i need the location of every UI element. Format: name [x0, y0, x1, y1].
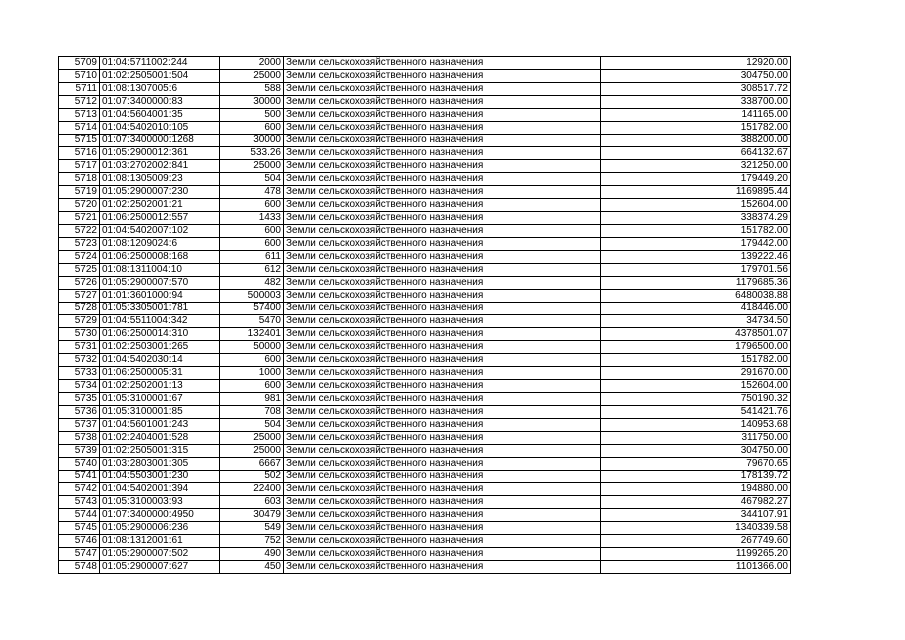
row-number-cell: 5726 — [59, 276, 100, 289]
cadastral-number-cell: 01:07:3400000:1268 — [100, 134, 220, 147]
table-row — [59, 134, 791, 147]
land-category-cell: Земли сельскохозяйственного назначения — [284, 134, 601, 147]
row-number-cell: 5713 — [59, 108, 100, 121]
row-number-cell: 5723 — [59, 237, 100, 250]
area-cell: 600 — [220, 121, 284, 134]
land-category-cell: Земли сельскохозяйственного назначения — [284, 121, 601, 134]
land-category-cell: Земли сельскохозяйственного назначения — [284, 380, 601, 393]
table-row — [59, 392, 791, 405]
row-number-cell: 5745 — [59, 522, 100, 535]
row-number-cell: 5748 — [59, 560, 100, 573]
table-row — [59, 237, 791, 250]
row-number-cell: 5720 — [59, 199, 100, 212]
land-category-cell: Земли сельскохозяйственного назначения — [284, 535, 601, 548]
area-cell: 533.26 — [220, 147, 284, 160]
table-row — [59, 341, 791, 354]
cadastral-number-cell: 01:06:2500014:310 — [100, 328, 220, 341]
cadastral-value-cell: 388200.00 — [601, 134, 791, 147]
cadastral-value-cell: 1169895.44 — [601, 186, 791, 199]
cadastral-number-cell: 01:06:2500012:557 — [100, 212, 220, 225]
area-cell: 500003 — [220, 289, 284, 302]
cadastral-value-cell: 6480038.88 — [601, 289, 791, 302]
cadastral-number-cell: 01:03:2803001:305 — [100, 457, 220, 470]
cadastral-number-cell: 01:08:1209024:6 — [100, 237, 220, 250]
area-cell: 600 — [220, 199, 284, 212]
table-row — [59, 186, 791, 199]
table-row — [59, 522, 791, 535]
cadastral-value-cell: 194880.00 — [601, 483, 791, 496]
cadastral-value-cell: 152604.00 — [601, 380, 791, 393]
cadastral-number-cell: 01:08:1305009:23 — [100, 173, 220, 186]
land-category-cell: Земли сельскохозяйственного назначения — [284, 212, 601, 225]
cadastral-value-cell: 750190.32 — [601, 392, 791, 405]
land-category-cell: Земли сельскохозяйственного назначения — [284, 263, 601, 276]
cadastral-value-cell: 321250.00 — [601, 160, 791, 173]
table-row — [59, 263, 791, 276]
area-cell: 57400 — [220, 302, 284, 315]
land-category-cell: Земли сельскохозяйственного назначения — [284, 186, 601, 199]
land-category-cell: Земли сельскохозяйственного назначения — [284, 509, 601, 522]
cadastral-value-cell: 1199265.20 — [601, 548, 791, 561]
table-row — [59, 315, 791, 328]
cadastral-value-cell: 152604.00 — [601, 199, 791, 212]
table-row — [59, 457, 791, 470]
row-number-cell: 5741 — [59, 470, 100, 483]
land-category-cell: Земли сельскохозяйственного назначения — [284, 199, 601, 212]
land-category-cell: Земли сельскохозяйственного назначения — [284, 302, 601, 315]
area-cell: 549 — [220, 522, 284, 535]
land-category-cell: Земли сельскохозяйственного назначения — [284, 431, 601, 444]
row-number-cell: 5716 — [59, 147, 100, 160]
row-number-cell: 5740 — [59, 457, 100, 470]
table-row — [59, 224, 791, 237]
row-number-cell: 5735 — [59, 392, 100, 405]
area-cell: 588 — [220, 82, 284, 95]
row-number-cell: 5709 — [59, 57, 100, 70]
cadastral-value-cell: 140953.68 — [601, 418, 791, 431]
land-category-cell: Земли сельскохозяйственного назначения — [284, 444, 601, 457]
cadastral-value-cell: 304750.00 — [601, 69, 791, 82]
table-row — [59, 470, 791, 483]
land-category-cell: Земли сельскохозяйственного назначения — [284, 560, 601, 573]
row-number-cell: 5725 — [59, 263, 100, 276]
cadastral-number-cell: 01:02:2503001:265 — [100, 341, 220, 354]
cadastral-value-cell: 541421.76 — [601, 405, 791, 418]
table-row — [59, 509, 791, 522]
area-cell: 600 — [220, 380, 284, 393]
row-number-cell: 5731 — [59, 341, 100, 354]
cadastral-number-cell: 01:05:2900007:502 — [100, 548, 220, 561]
area-cell: 5470 — [220, 315, 284, 328]
table-row — [59, 69, 791, 82]
cadastral-number-cell: 01:05:2900007:570 — [100, 276, 220, 289]
land-category-cell: Земли сельскохозяйственного назначения — [284, 173, 601, 186]
area-cell: 22400 — [220, 483, 284, 496]
cadastral-number-cell: 01:07:3400000:4950 — [100, 509, 220, 522]
land-category-cell: Земли сельскохозяйственного назначения — [284, 224, 601, 237]
cadastral-number-cell: 01:05:2900006:236 — [100, 522, 220, 535]
land-category-cell: Земли сельскохозяйственного назначения — [284, 354, 601, 367]
cadastral-number-cell: 01:02:2404001:528 — [100, 431, 220, 444]
table-row — [59, 173, 791, 186]
land-category-cell: Земли сельскохозяйственного назначения — [284, 341, 601, 354]
cadastral-value-cell: 1796500.00 — [601, 341, 791, 354]
table-row — [59, 483, 791, 496]
area-cell: 600 — [220, 237, 284, 250]
row-number-cell: 5727 — [59, 289, 100, 302]
table-row — [59, 199, 791, 212]
cadastral-number-cell: 01:05:3100001:85 — [100, 405, 220, 418]
cadastral-number-cell: 01:06:2500005:31 — [100, 367, 220, 380]
table-row — [59, 405, 791, 418]
row-number-cell: 5742 — [59, 483, 100, 496]
land-category-cell: Земли сельскохозяйственного назначения — [284, 457, 601, 470]
land-category-cell: Земли сельскохозяйственного назначения — [284, 496, 601, 509]
row-number-cell: 5712 — [59, 95, 100, 108]
cadastral-number-cell: 01:04:5604001:35 — [100, 108, 220, 121]
cadastral-value-cell: 179449.20 — [601, 173, 791, 186]
table-row — [59, 302, 791, 315]
cadastral-value-cell: 12920.00 — [601, 57, 791, 70]
area-cell: 25000 — [220, 431, 284, 444]
cadastral-value-cell: 79670.65 — [601, 457, 791, 470]
row-number-cell: 5711 — [59, 82, 100, 95]
row-number-cell: 5734 — [59, 380, 100, 393]
cadastral-number-cell: 01:04:5601001:243 — [100, 418, 220, 431]
row-number-cell: 5746 — [59, 535, 100, 548]
land-category-cell: Земли сельскохозяйственного назначения — [284, 237, 601, 250]
area-cell: 1000 — [220, 367, 284, 380]
land-parcel-table — [58, 56, 791, 574]
land-category-cell: Земли сельскохозяйственного назначения — [284, 548, 601, 561]
land-category-cell: Земли сельскохозяйственного назначения — [284, 57, 601, 70]
land-category-cell: Земли сельскохозяйственного назначения — [284, 250, 601, 263]
land-category-cell: Земли сельскохозяйственного назначения — [284, 147, 601, 160]
row-number-cell: 5719 — [59, 186, 100, 199]
area-cell: 504 — [220, 173, 284, 186]
cadastral-number-cell: 01:08:1311004:10 — [100, 263, 220, 276]
cadastral-value-cell: 267749.60 — [601, 535, 791, 548]
land-category-cell: Земли сельскохозяйственного назначения — [284, 470, 601, 483]
cadastral-number-cell: 01:02:2505001:315 — [100, 444, 220, 457]
cadastral-value-cell: 139222.46 — [601, 250, 791, 263]
cadastral-value-cell: 338374.29 — [601, 212, 791, 225]
row-number-cell: 5728 — [59, 302, 100, 315]
row-number-cell: 5730 — [59, 328, 100, 341]
land-category-cell: Земли сельскохозяйственного назначения — [284, 69, 601, 82]
cadastral-value-cell: 1101366.00 — [601, 560, 791, 573]
cadastral-value-cell: 418446.00 — [601, 302, 791, 315]
area-cell: 1433 — [220, 212, 284, 225]
row-number-cell: 5715 — [59, 134, 100, 147]
land-category-cell: Земли сельскохозяйственного назначения — [284, 405, 601, 418]
table-row — [59, 418, 791, 431]
row-number-cell: 5729 — [59, 315, 100, 328]
cadastral-number-cell: 01:05:3100001:67 — [100, 392, 220, 405]
table-row — [59, 108, 791, 121]
row-number-cell: 5717 — [59, 160, 100, 173]
area-cell: 490 — [220, 548, 284, 561]
cadastral-value-cell: 34734.50 — [601, 315, 791, 328]
area-cell: 25000 — [220, 160, 284, 173]
area-cell: 611 — [220, 250, 284, 263]
land-category-cell: Земли сельскохозяйственного назначения — [284, 522, 601, 535]
cadastral-value-cell: 179442.00 — [601, 237, 791, 250]
row-number-cell: 5744 — [59, 509, 100, 522]
table-row — [59, 276, 791, 289]
area-cell: 6667 — [220, 457, 284, 470]
cadastral-value-cell: 1179685.36 — [601, 276, 791, 289]
area-cell: 708 — [220, 405, 284, 418]
cadastral-value-cell: 344107.91 — [601, 509, 791, 522]
cadastral-number-cell: 01:04:5402007:102 — [100, 224, 220, 237]
cadastral-number-cell: 01:01:3601000:94 — [100, 289, 220, 302]
cadastral-number-cell: 01:02:2505001:504 — [100, 69, 220, 82]
table-row — [59, 82, 791, 95]
table-row — [59, 444, 791, 457]
land-category-cell: Земли сельскохозяйственного назначения — [284, 95, 601, 108]
area-cell: 504 — [220, 418, 284, 431]
area-cell: 50000 — [220, 341, 284, 354]
area-cell: 2000 — [220, 57, 284, 70]
table-row — [59, 57, 791, 70]
cadastral-value-cell: 151782.00 — [601, 121, 791, 134]
area-cell: 25000 — [220, 69, 284, 82]
table-row — [59, 328, 791, 341]
area-cell: 612 — [220, 263, 284, 276]
row-number-cell: 5721 — [59, 212, 100, 225]
row-number-cell: 5733 — [59, 367, 100, 380]
table-row — [59, 548, 791, 561]
cadastral-value-cell: 1340339.58 — [601, 522, 791, 535]
row-number-cell: 5722 — [59, 224, 100, 237]
row-number-cell: 5710 — [59, 69, 100, 82]
area-cell: 752 — [220, 535, 284, 548]
cadastral-number-cell: 01:04:5402010:105 — [100, 121, 220, 134]
area-cell: 132401 — [220, 328, 284, 341]
cadastral-value-cell: 338700.00 — [601, 95, 791, 108]
table-row — [59, 496, 791, 509]
row-number-cell: 5724 — [59, 250, 100, 263]
table-row — [59, 431, 791, 444]
table-row — [59, 289, 791, 302]
cadastral-number-cell: 01:05:3100003:93 — [100, 496, 220, 509]
cadastral-value-cell: 308517.72 — [601, 82, 791, 95]
cadastral-value-cell: 141165.00 — [601, 108, 791, 121]
row-number-cell: 5736 — [59, 405, 100, 418]
cadastral-number-cell: 01:04:5511004:342 — [100, 315, 220, 328]
area-cell: 600 — [220, 354, 284, 367]
cadastral-value-cell: 179701.56 — [601, 263, 791, 276]
area-cell: 450 — [220, 560, 284, 573]
table-row — [59, 121, 791, 134]
table-row — [59, 147, 791, 160]
area-cell: 30479 — [220, 509, 284, 522]
area-cell: 482 — [220, 276, 284, 289]
cadastral-value-cell: 467982.27 — [601, 496, 791, 509]
cadastral-value-cell: 4378501.07 — [601, 328, 791, 341]
row-number-cell: 5738 — [59, 431, 100, 444]
table-row — [59, 212, 791, 225]
land-category-cell: Земли сельскохозяйственного назначения — [284, 367, 601, 380]
land-category-cell: Земли сельскохозяйственного назначения — [284, 108, 601, 121]
row-number-cell: 5737 — [59, 418, 100, 431]
land-category-cell: Земли сельскохозяйственного назначения — [284, 289, 601, 302]
area-cell: 30000 — [220, 95, 284, 108]
cadastral-number-cell: 01:08:1312001:61 — [100, 535, 220, 548]
cadastral-value-cell: 151782.00 — [601, 224, 791, 237]
table-row — [59, 380, 791, 393]
area-cell: 603 — [220, 496, 284, 509]
area-cell: 30000 — [220, 134, 284, 147]
land-category-cell: Земли сельскохозяйственного назначения — [284, 418, 601, 431]
cadastral-value-cell: 304750.00 — [601, 444, 791, 457]
cadastral-number-cell: 01:06:2500008:168 — [100, 250, 220, 263]
cadastral-number-cell: 01:08:1307005:6 — [100, 82, 220, 95]
cadastral-number-cell: 01:05:2900012:361 — [100, 147, 220, 160]
area-cell: 981 — [220, 392, 284, 405]
cadastral-number-cell: 01:05:2900007:230 — [100, 186, 220, 199]
row-number-cell: 5743 — [59, 496, 100, 509]
cadastral-number-cell: 01:02:2502001:21 — [100, 199, 220, 212]
area-cell: 25000 — [220, 444, 284, 457]
table-body — [59, 57, 791, 574]
cadastral-number-cell: 01:05:2900007:627 — [100, 560, 220, 573]
area-cell: 600 — [220, 224, 284, 237]
table-row — [59, 560, 791, 573]
row-number-cell: 5714 — [59, 121, 100, 134]
table-row — [59, 354, 791, 367]
cadastral-number-cell: 01:02:2502001:13 — [100, 380, 220, 393]
row-number-cell: 5732 — [59, 354, 100, 367]
cadastral-number-cell: 01:04:5402030:14 — [100, 354, 220, 367]
table-row — [59, 535, 791, 548]
land-category-cell: Земли сельскохозяйственного назначения — [284, 160, 601, 173]
area-cell: 502 — [220, 470, 284, 483]
cadastral-number-cell: 01:07:3400000:83 — [100, 95, 220, 108]
land-category-cell: Земли сельскохозяйственного назначения — [284, 276, 601, 289]
land-category-cell: Земли сельскохозяйственного назначения — [284, 392, 601, 405]
table-row — [59, 250, 791, 263]
cadastral-number-cell: 01:04:5402001:394 — [100, 483, 220, 496]
table-row — [59, 95, 791, 108]
land-category-cell: Земли сельскохозяйственного назначения — [284, 82, 601, 95]
area-cell: 478 — [220, 186, 284, 199]
land-category-cell: Земли сельскохозяйственного назначения — [284, 315, 601, 328]
table-row — [59, 160, 791, 173]
table-row — [59, 367, 791, 380]
land-category-cell: Земли сельскохозяйственного назначения — [284, 483, 601, 496]
cadastral-value-cell: 151782.00 — [601, 354, 791, 367]
row-number-cell: 5747 — [59, 548, 100, 561]
row-number-cell: 5718 — [59, 173, 100, 186]
row-number-cell: 5739 — [59, 444, 100, 457]
cadastral-value-cell: 311750.00 — [601, 431, 791, 444]
cadastral-value-cell: 664132.67 — [601, 147, 791, 160]
area-cell: 500 — [220, 108, 284, 121]
cadastral-number-cell: 01:05:3305001:781 — [100, 302, 220, 315]
cadastral-number-cell: 01:04:5711002:244 — [100, 57, 220, 70]
land-category-cell: Земли сельскохозяйственного назначения — [284, 328, 601, 341]
cadastral-number-cell: 01:04:5503001:230 — [100, 470, 220, 483]
cadastral-value-cell: 291670.00 — [601, 367, 791, 380]
cadastral-number-cell: 01:03:2702002:841 — [100, 160, 220, 173]
cadastral-value-cell: 178139.72 — [601, 470, 791, 483]
